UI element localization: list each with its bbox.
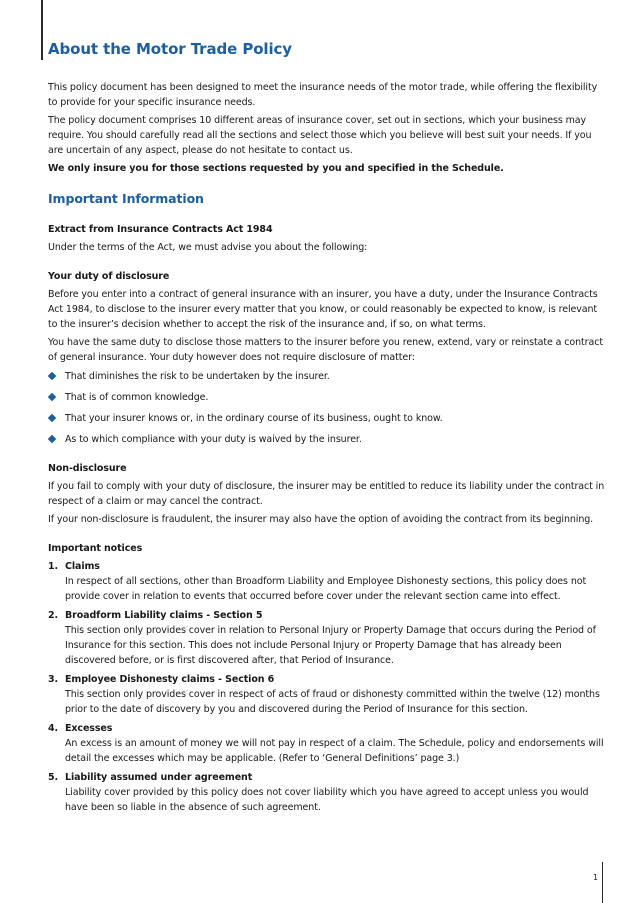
important-notices-heading: Important notices xyxy=(48,543,143,554)
page-number: 1 xyxy=(593,873,599,882)
notice-number: 2. xyxy=(48,610,59,621)
diamond-bullet-icon xyxy=(48,372,56,380)
non-disclosure-paragraph-1: If you fail to comply with your duty of disclosure, the insurer may be entitled to reduce its liability under the contract in respect of a claim or may cancel the contract. xyxy=(48,481,605,507)
notice-text: This section only provides cover in relation to Personal Injury or Property Damage that occurs during the Period of Insurance for this section. This does not include Personal Injury or Property Damage that has already been discovered before, or is first discovered after, that Period of Insurance. xyxy=(65,625,596,666)
list-item xyxy=(48,369,608,384)
list-item-text: That diminishes the risk to be undertaken by the insurer. xyxy=(65,371,330,382)
notice-number: 1. xyxy=(48,561,59,572)
notice-title: Claims xyxy=(65,561,100,572)
list-item xyxy=(48,411,608,426)
notice-number: 4. xyxy=(48,723,59,734)
notice-text: An excess is an amount of money we will not pay in respect of a claim. The Schedule, policy and endorsements will detail the excesses which may be applicable. (Refer to ‘General Definitions’ page 3.) xyxy=(65,738,604,764)
notice-title: Liability assumed under agreement xyxy=(65,772,253,783)
about-paragraph-3: We only insure you for those sections requested by you and specified in the Schedule. xyxy=(48,163,504,174)
notice-item xyxy=(48,672,608,717)
notice-title: Broadform Liability claims - Section 5 xyxy=(65,610,263,621)
notice-number: 3. xyxy=(48,674,59,685)
duty-paragraph-2: You have the same duty to disclose those matters to the insurer before you renew, extend, vary or reinstate a contract of general insurance. Your duty however does not require disclosure of matter: xyxy=(48,337,603,363)
duty-of-disclosure-section xyxy=(48,269,608,447)
list-item-text: As to which compliance with your duty is waived by the insurer. xyxy=(65,434,362,445)
notice-number: 5. xyxy=(48,772,59,783)
bottom-margin-rule xyxy=(602,862,603,903)
notices-list xyxy=(48,559,608,815)
non-disclosure-paragraph-2: If your non-disclosure is fraudulent, the insurer may also have the option of avoiding the contract from its beginning. xyxy=(48,514,594,525)
notice-title: Excesses xyxy=(65,723,113,734)
page-content xyxy=(48,38,608,819)
top-margin-rule xyxy=(41,0,43,60)
notice-item xyxy=(48,721,608,766)
notice-text: In respect of all sections, other than Broadform Liability and Employee Dishonesty sections, this policy does not provide cover in relation to events that occurred before cover under the relevant section came into effect. xyxy=(65,576,587,602)
list-item xyxy=(48,432,608,447)
diamond-bullet-icon xyxy=(48,393,56,401)
notice-text: Liability cover provided by this policy does not cover liability which you have agreed to accept unless you would have been so liable in the absence of such agreement. xyxy=(65,787,589,813)
notice-text: This section only provides cover in respect of acts of fraud or dishonesty committed within the twelve (12) months prior to the date of discovery by you and discovered during the Period of Insurance for this section. xyxy=(65,689,600,715)
disclosure-exceptions-list xyxy=(48,369,608,447)
extract-heading: Extract from Insurance Contracts Act 1984 xyxy=(48,224,273,235)
notice-item xyxy=(48,559,608,604)
important-information-heading: Important Information xyxy=(48,191,204,206)
diamond-bullet-icon xyxy=(48,435,56,443)
page-title: About the Motor Trade Policy xyxy=(48,40,292,58)
duty-heading: Your duty of disclosure xyxy=(48,271,170,282)
diamond-bullet-icon xyxy=(48,414,56,422)
notice-item xyxy=(48,608,608,668)
notice-title: Employee Dishonesty claims - Section 6 xyxy=(65,674,275,685)
list-item-text: That your insurer knows or, in the ordinary course of its business, ought to know. xyxy=(65,413,443,424)
about-paragraph-2: The policy document comprises 10 different areas of insurance cover, set out in sections, which your business may require. You should carefully read all the sections and select those which you believe will best suit your needs. If you are uncertain of any aspect, please do not hesitate to contact us. xyxy=(48,115,592,156)
list-item-text: That is of common knowledge. xyxy=(65,392,209,403)
non-disclosure-heading: Non-disclosure xyxy=(48,463,127,474)
notice-item xyxy=(48,770,608,815)
duty-paragraph-1: Before you enter into a contract of general insurance with an insurer, you have a duty, under the Insurance Contracts Act 1984, to disclose to the insurer every matter that you know, or could reasonably be expected to know, is relevant to the insurer’s decision whether to accept the risk of the insurance and, if so, on what terms. xyxy=(48,289,598,330)
extract-text: Under the terms of the Act, we must advise you about the following: xyxy=(48,242,368,253)
list-item xyxy=(48,390,608,405)
non-disclosure-section xyxy=(48,461,608,527)
about-paragraph-1: This policy document has been designed to meet the insurance needs of the motor trade, while offering the flexibility to provide for your specific insurance needs. xyxy=(48,82,598,108)
important-notices-section xyxy=(48,541,608,815)
